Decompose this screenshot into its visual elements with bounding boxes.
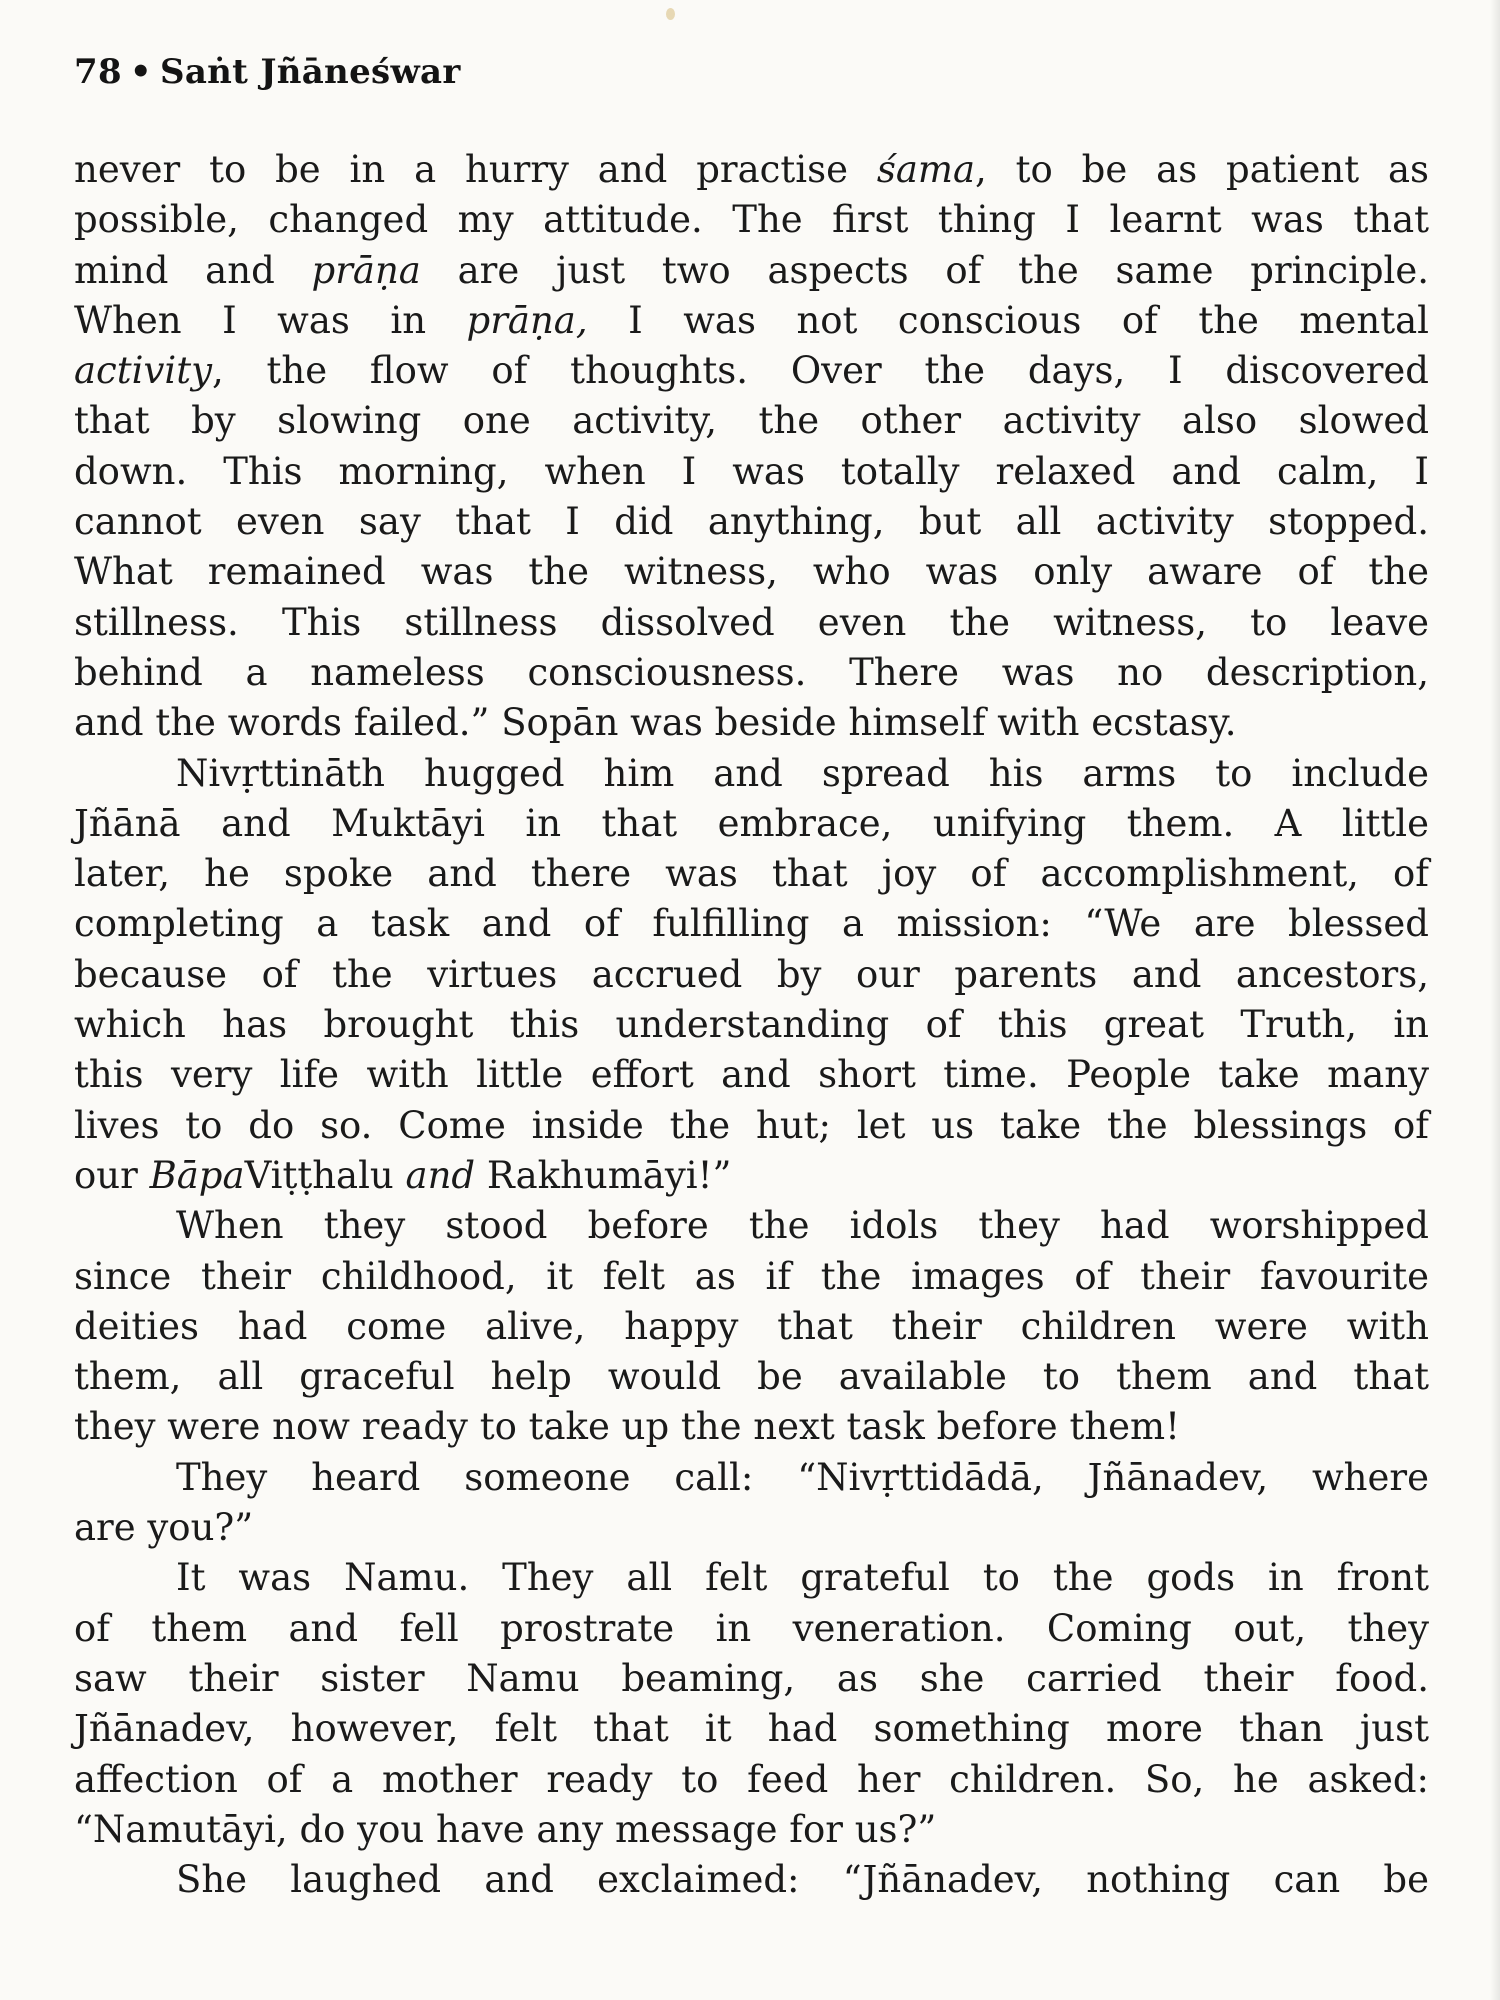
text-line — [74, 1050, 1429, 1100]
text-run: later, he spoke and there was that joy of accomplishment, of — [74, 852, 1429, 896]
text-run: them, all graceful help would be available to them and that — [74, 1355, 1429, 1399]
text-line — [74, 1151, 1429, 1201]
text-run: completing a task and of fulfilling a mission: “We are blessed — [74, 902, 1429, 946]
text-run: are just two aspects of the same principle. — [420, 248, 1430, 292]
text-run: stillness. This stillness dissolved even the witness, to leave — [74, 600, 1429, 644]
text-run: behind a nameless consciousness. There was no description, — [74, 650, 1429, 694]
text-run: Viṭṭhalu — [244, 1153, 406, 1197]
text-run: , the flow of thoughts. Over the days, I discovered — [212, 349, 1429, 393]
text-line — [74, 799, 1429, 849]
text-line — [74, 1201, 1429, 1251]
text-line — [74, 497, 1429, 547]
text-run: , to be as patient as — [975, 148, 1429, 191]
text-run: They heard someone call: “Nivṛttidādā, Jñānadev, where — [176, 1455, 1429, 1499]
text-line — [74, 648, 1429, 698]
paper-speck — [666, 8, 675, 20]
text-run: down. This morning, when I was totally relaxed and calm, I — [74, 449, 1429, 493]
italic-text: prāṇa, — [466, 298, 588, 342]
text-run: deities had come alive, happy that their children were with — [74, 1304, 1429, 1348]
text-run: and the words failed.” Sopān was beside himself with ecstasy. — [74, 701, 1237, 745]
text-run: Jñānadev, however, felt that it had something more than just — [74, 1707, 1429, 1751]
body-text — [74, 145, 1429, 1905]
page-edge-shadow — [1490, 0, 1500, 2000]
text-line — [74, 598, 1429, 648]
text-run: I was not conscious of the mental — [587, 298, 1429, 342]
text-line — [74, 698, 1429, 748]
text-line — [74, 1402, 1429, 1452]
text-line — [74, 749, 1429, 799]
text-run: It was Namu. They all felt grateful to the gods in front — [176, 1556, 1429, 1600]
italic-text: and — [405, 1153, 476, 1197]
text-line — [74, 1252, 1429, 1302]
italic-text: Bāpa — [149, 1153, 245, 1197]
italic-text: activity — [74, 349, 212, 393]
text-run: of them and fell prostrate in veneration. Coming out, they — [74, 1606, 1429, 1650]
text-run: this very life with little effort and short time. People take many — [74, 1053, 1429, 1097]
text-run: because of the virtues accrued by our parents and ancestors, — [74, 952, 1429, 996]
text-run: our — [74, 1153, 150, 1197]
text-run: never to be in a hurry and practise — [74, 148, 877, 191]
text-line — [74, 899, 1429, 949]
text-run: which has brought this understanding of this great Truth, in — [74, 1003, 1429, 1047]
text-line — [74, 1000, 1429, 1050]
text-run: mind and — [74, 248, 312, 292]
text-line — [74, 195, 1429, 245]
text-line — [74, 1654, 1429, 1704]
text-run: When I was in — [74, 298, 467, 342]
italic-text: śama — [876, 148, 976, 191]
text-run: What remained was the witness, who was only aware of the — [74, 550, 1429, 594]
text-line — [74, 1503, 1429, 1553]
text-run: possible, changed my attitude. The first thing I learnt was that — [74, 198, 1429, 242]
text-line — [74, 547, 1429, 597]
text-line — [74, 145, 1429, 195]
text-run: lives to do so. Come inside the hut; let us take the blessings of — [74, 1103, 1429, 1147]
text-line — [74, 447, 1429, 497]
text-run: Jñānā and Muktāyi in that embrace, unifying them. A little — [74, 801, 1429, 845]
text-line — [74, 1805, 1429, 1855]
text-run: “Namutāyi, do you have any message for us?” — [74, 1807, 937, 1851]
text-line — [74, 1302, 1429, 1352]
text-run: since their childhood, it felt as if the images of their favourite — [74, 1254, 1429, 1298]
book-title: Saṅt Jñāneśwar — [159, 52, 461, 92]
text-line — [74, 346, 1429, 396]
text-run: are you?” — [74, 1506, 254, 1550]
text-line — [74, 1101, 1429, 1151]
running-header — [74, 52, 461, 92]
text-run: saw their sister Namu beaming, as she carried their food. — [74, 1656, 1429, 1700]
text-line — [74, 1704, 1429, 1754]
text-line — [74, 950, 1429, 1000]
text-line — [74, 1604, 1429, 1654]
text-line — [74, 1453, 1429, 1503]
text-run: Rakhumāyi!” — [475, 1153, 732, 1197]
text-run: that by slowing one activity, the other activity also slowed — [74, 399, 1429, 443]
text-line — [74, 1755, 1429, 1805]
text-run: Nivṛttināth hugged him and spread his arms to include — [176, 751, 1429, 795]
text-line — [74, 396, 1429, 446]
text-line — [74, 246, 1429, 296]
text-run: When they stood before the idols they had worshipped — [176, 1204, 1429, 1248]
text-run: She laughed and exclaimed: “Jñānadev, nothing can be — [176, 1858, 1429, 1902]
text-line — [74, 1352, 1429, 1402]
text-run: cannot even say that I did anything, but all activity stopped. — [74, 500, 1429, 544]
page-number: 78 — [74, 52, 122, 92]
text-run: they were now ready to take up the next task before them! — [74, 1405, 1181, 1449]
text-run: affection of a mother ready to feed her children. So, he asked: — [74, 1757, 1429, 1801]
header-separator: • — [129, 52, 152, 92]
text-line — [74, 1553, 1429, 1603]
italic-text: prāṇa — [311, 248, 421, 292]
text-line — [74, 1855, 1429, 1905]
text-line — [74, 849, 1429, 899]
text-line — [74, 296, 1429, 346]
